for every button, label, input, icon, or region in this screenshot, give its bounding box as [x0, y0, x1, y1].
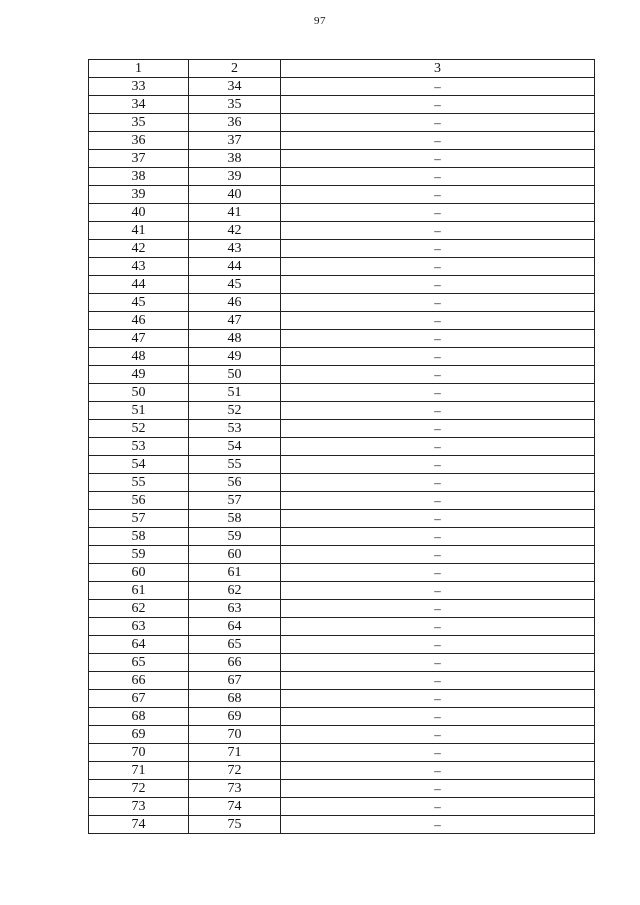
table-row	[89, 312, 595, 330]
table-row	[89, 564, 595, 582]
cell-col-3: –	[281, 474, 595, 492]
cell-col-2: 41	[189, 204, 281, 222]
cell-col-1: 68	[89, 708, 189, 726]
cell-col-1: 62	[89, 600, 189, 618]
cell-col-2: 75	[189, 816, 281, 834]
cell-col-1: 57	[89, 510, 189, 528]
cell-col-2: 49	[189, 348, 281, 366]
cell-col-3: –	[281, 690, 595, 708]
cell-col-2: 63	[189, 600, 281, 618]
table-row	[89, 96, 595, 114]
cell-col-3: –	[281, 600, 595, 618]
cell-col-2: 34	[189, 78, 281, 96]
cell-col-2: 70	[189, 726, 281, 744]
cell-col-3: –	[281, 708, 595, 726]
cell-col-1: 55	[89, 474, 189, 492]
table-body	[89, 78, 595, 834]
table-row	[89, 726, 595, 744]
cell-col-1: 44	[89, 276, 189, 294]
table-row	[89, 294, 595, 312]
table-row	[89, 366, 595, 384]
cell-col-2: 40	[189, 186, 281, 204]
cell-col-3: –	[281, 546, 595, 564]
cell-col-1: 54	[89, 456, 189, 474]
cell-col-3: –	[281, 168, 595, 186]
cell-col-2: 57	[189, 492, 281, 510]
cell-col-2: 73	[189, 780, 281, 798]
cell-col-2: 61	[189, 564, 281, 582]
cell-col-3: –	[281, 114, 595, 132]
cell-col-1: 60	[89, 564, 189, 582]
cell-col-3: –	[281, 132, 595, 150]
cell-col-1: 47	[89, 330, 189, 348]
table-row	[89, 240, 595, 258]
cell-col-1: 43	[89, 258, 189, 276]
data-table	[88, 59, 595, 834]
table-row	[89, 150, 595, 168]
cell-col-1: 41	[89, 222, 189, 240]
table-row	[89, 816, 595, 834]
table-row	[89, 456, 595, 474]
column-header-1: 1	[89, 60, 189, 78]
cell-col-2: 37	[189, 132, 281, 150]
cell-col-2: 45	[189, 276, 281, 294]
cell-col-3: –	[281, 744, 595, 762]
cell-col-2: 60	[189, 546, 281, 564]
cell-col-1: 74	[89, 816, 189, 834]
cell-col-3: –	[281, 636, 595, 654]
cell-col-1: 63	[89, 618, 189, 636]
cell-col-2: 67	[189, 672, 281, 690]
cell-col-2: 66	[189, 654, 281, 672]
table-row	[89, 204, 595, 222]
cell-col-2: 43	[189, 240, 281, 258]
table-row	[89, 78, 595, 96]
table-row	[89, 618, 595, 636]
table-row	[89, 384, 595, 402]
table-row	[89, 708, 595, 726]
table-row	[89, 690, 595, 708]
cell-col-2: 35	[189, 96, 281, 114]
cell-col-1: 48	[89, 348, 189, 366]
cell-col-1: 46	[89, 312, 189, 330]
cell-col-3: –	[281, 510, 595, 528]
cell-col-2: 58	[189, 510, 281, 528]
cell-col-3: –	[281, 312, 595, 330]
table-row	[89, 636, 595, 654]
cell-col-2: 44	[189, 258, 281, 276]
table-header	[89, 60, 595, 78]
table-row	[89, 744, 595, 762]
cell-col-1: 65	[89, 654, 189, 672]
cell-col-1: 61	[89, 582, 189, 600]
cell-col-2: 55	[189, 456, 281, 474]
cell-col-2: 62	[189, 582, 281, 600]
table-row	[89, 492, 595, 510]
table-row	[89, 168, 595, 186]
cell-col-3: –	[281, 294, 595, 312]
cell-col-2: 50	[189, 366, 281, 384]
cell-col-3: –	[281, 492, 595, 510]
cell-col-3: –	[281, 366, 595, 384]
cell-col-2: 42	[189, 222, 281, 240]
cell-col-2: 69	[189, 708, 281, 726]
cell-col-1: 45	[89, 294, 189, 312]
cell-col-3: –	[281, 258, 595, 276]
cell-col-1: 56	[89, 492, 189, 510]
cell-col-2: 59	[189, 528, 281, 546]
cell-col-2: 51	[189, 384, 281, 402]
cell-col-3: –	[281, 402, 595, 420]
cell-col-3: –	[281, 672, 595, 690]
cell-col-1: 34	[89, 96, 189, 114]
cell-col-2: 74	[189, 798, 281, 816]
cell-col-1: 58	[89, 528, 189, 546]
cell-col-2: 54	[189, 438, 281, 456]
table-row	[89, 114, 595, 132]
cell-col-3: –	[281, 582, 595, 600]
cell-col-1: 33	[89, 78, 189, 96]
cell-col-2: 72	[189, 762, 281, 780]
cell-col-2: 52	[189, 402, 281, 420]
cell-col-1: 73	[89, 798, 189, 816]
table-row	[89, 402, 595, 420]
cell-col-3: –	[281, 564, 595, 582]
table-row	[89, 528, 595, 546]
table-row	[89, 222, 595, 240]
cell-col-1: 64	[89, 636, 189, 654]
cell-col-3: –	[281, 762, 595, 780]
table-row	[89, 420, 595, 438]
cell-col-1: 39	[89, 186, 189, 204]
cell-col-3: –	[281, 528, 595, 546]
cell-col-2: 64	[189, 618, 281, 636]
cell-col-3: –	[281, 204, 595, 222]
cell-col-1: 51	[89, 402, 189, 420]
cell-col-3: –	[281, 438, 595, 456]
cell-col-3: –	[281, 276, 595, 294]
table-row	[89, 654, 595, 672]
cell-col-2: 36	[189, 114, 281, 132]
cell-col-1: 72	[89, 780, 189, 798]
table-row	[89, 132, 595, 150]
table-row	[89, 672, 595, 690]
cell-col-3: –	[281, 384, 595, 402]
table-row	[89, 438, 595, 456]
cell-col-3: –	[281, 96, 595, 114]
cell-col-2: 46	[189, 294, 281, 312]
cell-col-3: –	[281, 420, 595, 438]
cell-col-3: –	[281, 78, 595, 96]
cell-col-1: 38	[89, 168, 189, 186]
cell-col-2: 71	[189, 744, 281, 762]
cell-col-1: 59	[89, 546, 189, 564]
page-number: 97	[314, 15, 326, 27]
cell-col-3: –	[281, 618, 595, 636]
column-header-3: 3	[281, 60, 595, 78]
cell-col-1: 53	[89, 438, 189, 456]
cell-col-1: 52	[89, 420, 189, 438]
cell-col-2: 68	[189, 690, 281, 708]
cell-col-2: 53	[189, 420, 281, 438]
table-row	[89, 258, 595, 276]
column-header-2: 2	[189, 60, 281, 78]
cell-col-3: –	[281, 240, 595, 258]
cell-col-3: –	[281, 150, 595, 168]
table-row	[89, 762, 595, 780]
cell-col-3: –	[281, 456, 595, 474]
cell-col-3: –	[281, 726, 595, 744]
cell-col-3: –	[281, 222, 595, 240]
table-row	[89, 474, 595, 492]
table-row	[89, 798, 595, 816]
cell-col-1: 66	[89, 672, 189, 690]
cell-col-3: –	[281, 348, 595, 366]
cell-col-1: 70	[89, 744, 189, 762]
cell-col-3: –	[281, 654, 595, 672]
cell-col-1: 49	[89, 366, 189, 384]
cell-col-3: –	[281, 798, 595, 816]
cell-col-1: 37	[89, 150, 189, 168]
cell-col-1: 71	[89, 762, 189, 780]
cell-col-2: 38	[189, 150, 281, 168]
table-row	[89, 780, 595, 798]
table-row	[89, 330, 595, 348]
cell-col-2: 39	[189, 168, 281, 186]
cell-col-1: 67	[89, 690, 189, 708]
cell-col-3: –	[281, 186, 595, 204]
table-row	[89, 582, 595, 600]
cell-col-1: 36	[89, 132, 189, 150]
table-row	[89, 510, 595, 528]
table-row	[89, 186, 595, 204]
table-row	[89, 276, 595, 294]
cell-col-3: –	[281, 780, 595, 798]
cell-col-2: 56	[189, 474, 281, 492]
cell-col-2: 48	[189, 330, 281, 348]
table-row	[89, 546, 595, 564]
header-row	[89, 60, 595, 78]
cell-col-1: 69	[89, 726, 189, 744]
cell-col-1: 35	[89, 114, 189, 132]
cell-col-2: 65	[189, 636, 281, 654]
cell-col-3: –	[281, 330, 595, 348]
table-row	[89, 348, 595, 366]
cell-col-1: 42	[89, 240, 189, 258]
cell-col-3: –	[281, 816, 595, 834]
cell-col-2: 47	[189, 312, 281, 330]
cell-col-1: 50	[89, 384, 189, 402]
cell-col-1: 40	[89, 204, 189, 222]
table-row	[89, 600, 595, 618]
